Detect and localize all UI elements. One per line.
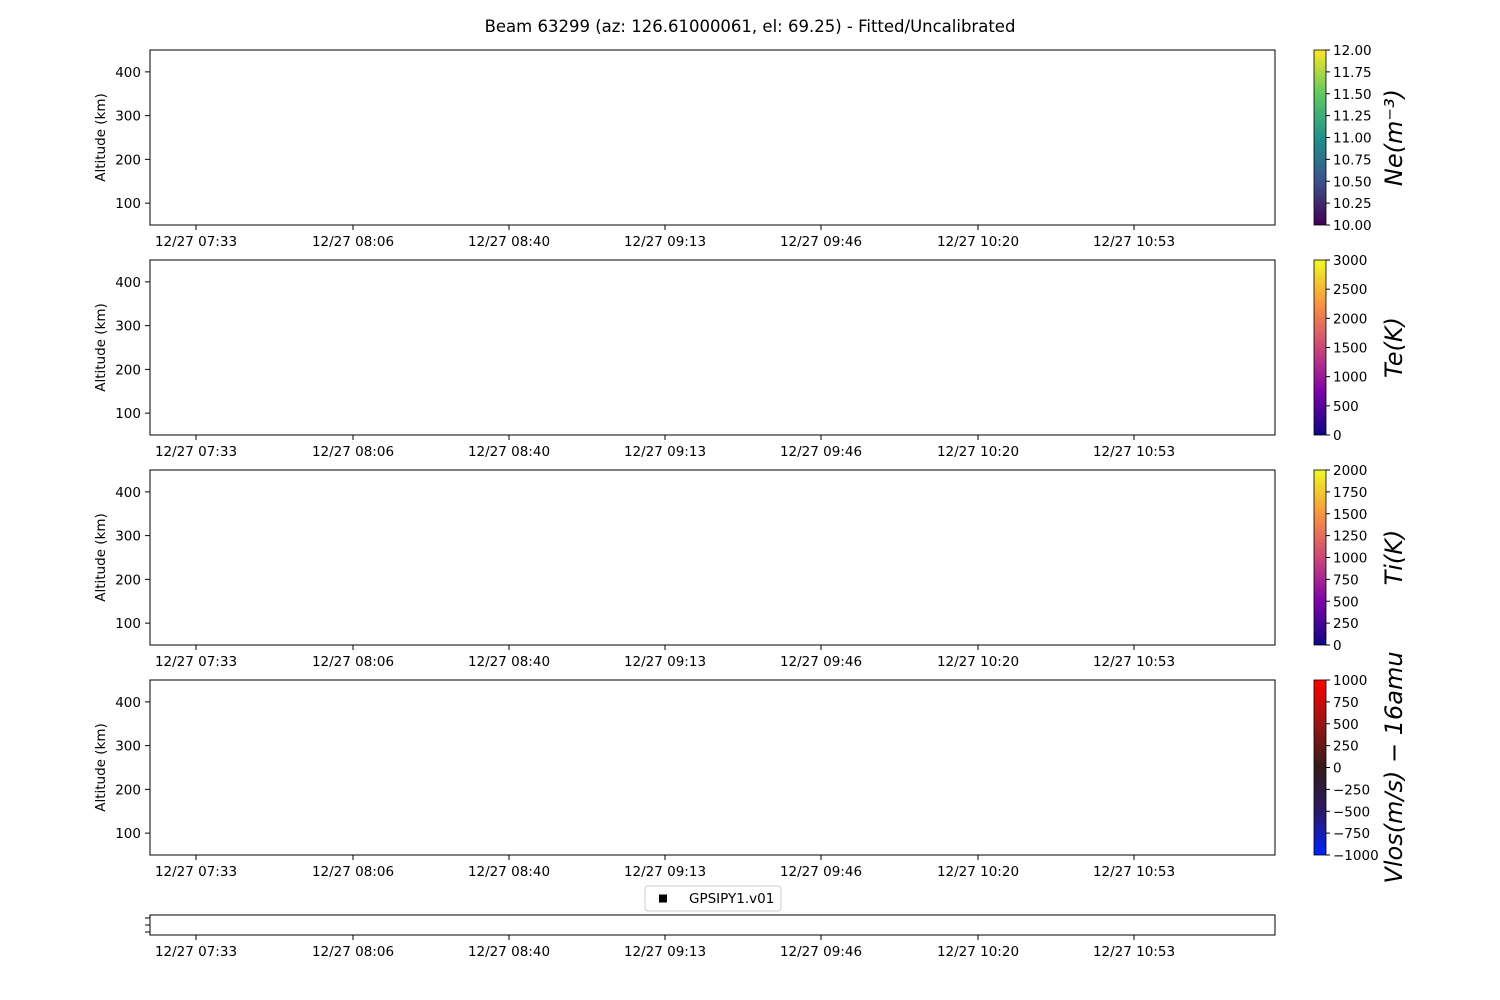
y-tick-label: 300 [115, 108, 141, 125]
colorbar-tick-label: −1000 [1333, 848, 1379, 864]
y-tick-label: 300 [115, 318, 141, 335]
colorbar-tick-label: 10.00 [1333, 218, 1372, 234]
colorbar-label: Vlos(m/s) − 16amu [1380, 651, 1408, 884]
colorbar-tick-label: 10.25 [1333, 196, 1372, 213]
y-tick-label: 200 [115, 782, 141, 799]
x-tick-label: 12/27 08:40 [467, 944, 551, 960]
y-tick-label: 200 [115, 362, 141, 379]
x-tick-label: 12/27 09:13 [623, 944, 707, 960]
colorbar-tick-label: 0 [1333, 760, 1342, 777]
colorbar-tick-label: 250 [1333, 616, 1359, 633]
x-tick-label: 12/27 09:46 [779, 864, 863, 880]
y-axis-label: Altitude (km) [93, 723, 109, 812]
y-tick-label: 200 [115, 152, 141, 169]
colorbar-tick-label: 250 [1333, 738, 1359, 755]
colorbar-label: Te(K) [1380, 317, 1408, 378]
x-tick-label: 12/27 07:33 [154, 444, 238, 460]
y-axis-label: Altitude (km) [93, 303, 109, 392]
colorbar-tick-label: 11.00 [1333, 130, 1372, 147]
colorbar-tick-label: 500 [1333, 716, 1359, 733]
x-tick-label: 12/27 10:53 [1092, 864, 1176, 880]
x-tick-label: 12/27 08:40 [467, 234, 551, 250]
panel-2 [93, 253, 1408, 460]
plot-area [150, 50, 1275, 225]
y-tick-label: 100 [115, 826, 141, 843]
y-tick-label: 300 [115, 738, 141, 755]
x-tick-label: 12/27 07:33 [154, 234, 238, 250]
x-tick-label: 12/27 10:20 [936, 654, 1020, 670]
colorbar [1314, 470, 1326, 645]
x-tick-label: 12/27 09:46 [779, 654, 863, 670]
x-tick-label: 12/27 08:06 [311, 944, 395, 960]
colorbar-tick-label: 10.75 [1333, 152, 1372, 169]
colorbar-tick-label: 750 [1333, 694, 1359, 711]
plot-area [150, 470, 1275, 645]
y-tick-label: 400 [115, 694, 141, 711]
x-tick-label: 12/27 07:33 [154, 654, 238, 670]
x-tick-label: 12/27 09:13 [623, 234, 707, 250]
colorbar-tick-label: 2500 [1333, 282, 1368, 299]
x-tick-label: 12/27 08:06 [311, 654, 395, 670]
colorbar [1314, 50, 1326, 225]
colorbar-label: Ne(m⁻³) [1380, 88, 1408, 187]
x-tick-label: 12/27 10:20 [936, 944, 1020, 960]
x-tick-label: 12/27 08:06 [311, 864, 395, 880]
x-tick-label: 12/27 08:40 [467, 654, 551, 670]
colorbar-tick-label: 0 [1333, 638, 1342, 654]
x-tick-label: 12/27 10:20 [936, 864, 1020, 880]
x-tick-label: 12/27 10:53 [1092, 654, 1176, 670]
legend [645, 886, 781, 911]
colorbar-tick-label: 1250 [1333, 528, 1368, 545]
colorbar-tick-label: 750 [1333, 572, 1359, 589]
colorbar-tick-label: 11.25 [1333, 108, 1372, 125]
x-tick-label: 12/27 07:33 [154, 864, 238, 880]
y-tick-label: 400 [115, 274, 141, 291]
legend-marker [659, 895, 667, 903]
x-tick-label: 12/27 08:06 [311, 234, 395, 250]
colorbar-tick-label: −250 [1333, 782, 1371, 799]
y-tick-label: 100 [115, 616, 141, 633]
colorbar-tick-label: 12.00 [1333, 43, 1372, 59]
y-axis-label: Altitude (km) [93, 513, 109, 602]
x-tick-label: 12/27 10:53 [1092, 444, 1176, 460]
x-tick-label: 12/27 09:13 [623, 654, 707, 670]
y-tick-label: 300 [115, 528, 141, 545]
colorbar-tick-label: 2000 [1333, 463, 1368, 479]
colorbar-tick-label: −500 [1333, 804, 1371, 821]
x-tick-label: 12/27 08:40 [467, 864, 551, 880]
x-tick-label: 12/27 09:46 [779, 444, 863, 460]
y-tick-label: 400 [115, 64, 141, 81]
y-tick-label: 100 [115, 406, 141, 423]
colorbar-tick-label: 1000 [1333, 673, 1368, 689]
x-tick-label: 12/27 09:46 [779, 234, 863, 250]
x-tick-label: 12/27 08:40 [467, 444, 551, 460]
plot-area [150, 915, 1275, 935]
legend-label: GPSIPY1.v01 [689, 891, 775, 907]
x-tick-label: 12/27 10:20 [936, 234, 1020, 250]
colorbar-tick-label: 1000 [1333, 369, 1368, 386]
colorbar [1314, 680, 1326, 855]
colorbar-tick-label: 500 [1333, 594, 1359, 611]
x-tick-label: 12/27 09:46 [779, 944, 863, 960]
plot-area [150, 260, 1275, 435]
colorbar-tick-label: 1500 [1333, 340, 1368, 357]
x-tick-label: 12/27 08:06 [311, 444, 395, 460]
y-tick-label: 100 [115, 196, 141, 213]
panel-4 [93, 651, 1408, 883]
colorbar-label: Ti(K) [1380, 529, 1408, 586]
colorbar-tick-label: 2000 [1333, 311, 1368, 328]
x-tick-label: 12/27 10:20 [936, 444, 1020, 460]
x-tick-label: 12/27 07:33 [154, 944, 238, 960]
panel-5 [145, 886, 1275, 960]
x-tick-label: 12/27 10:53 [1092, 944, 1176, 960]
x-tick-label: 12/27 10:53 [1092, 234, 1176, 250]
colorbar-tick-label: 1000 [1333, 550, 1368, 567]
colorbar-tick-label: 11.50 [1333, 86, 1372, 103]
figure-title: Beam 63299 (az: 126.61000061, el: 69.25) - Fitted/Uncalibrated [484, 17, 1016, 36]
colorbar-tick-label: 3000 [1333, 253, 1368, 269]
colorbar-tick-label: 11.75 [1333, 64, 1372, 81]
y-tick-label: 200 [115, 572, 141, 589]
x-tick-label: 12/27 09:13 [623, 444, 707, 460]
panel-1 [93, 43, 1408, 250]
colorbar-tick-label: 1750 [1333, 484, 1368, 501]
y-axis-label: Altitude (km) [93, 93, 109, 182]
colorbar-tick-label: −750 [1333, 826, 1371, 843]
colorbar-tick-label: 0 [1333, 428, 1342, 444]
colorbar-tick-label: 10.50 [1333, 174, 1372, 191]
plot-area [150, 680, 1275, 855]
colorbar [1314, 260, 1326, 435]
colorbar-tick-label: 1500 [1333, 506, 1368, 523]
x-tick-label: 12/27 09:13 [623, 864, 707, 880]
y-tick-label: 400 [115, 484, 141, 501]
panel-3 [93, 463, 1408, 670]
colorbar-tick-label: 500 [1333, 398, 1359, 415]
